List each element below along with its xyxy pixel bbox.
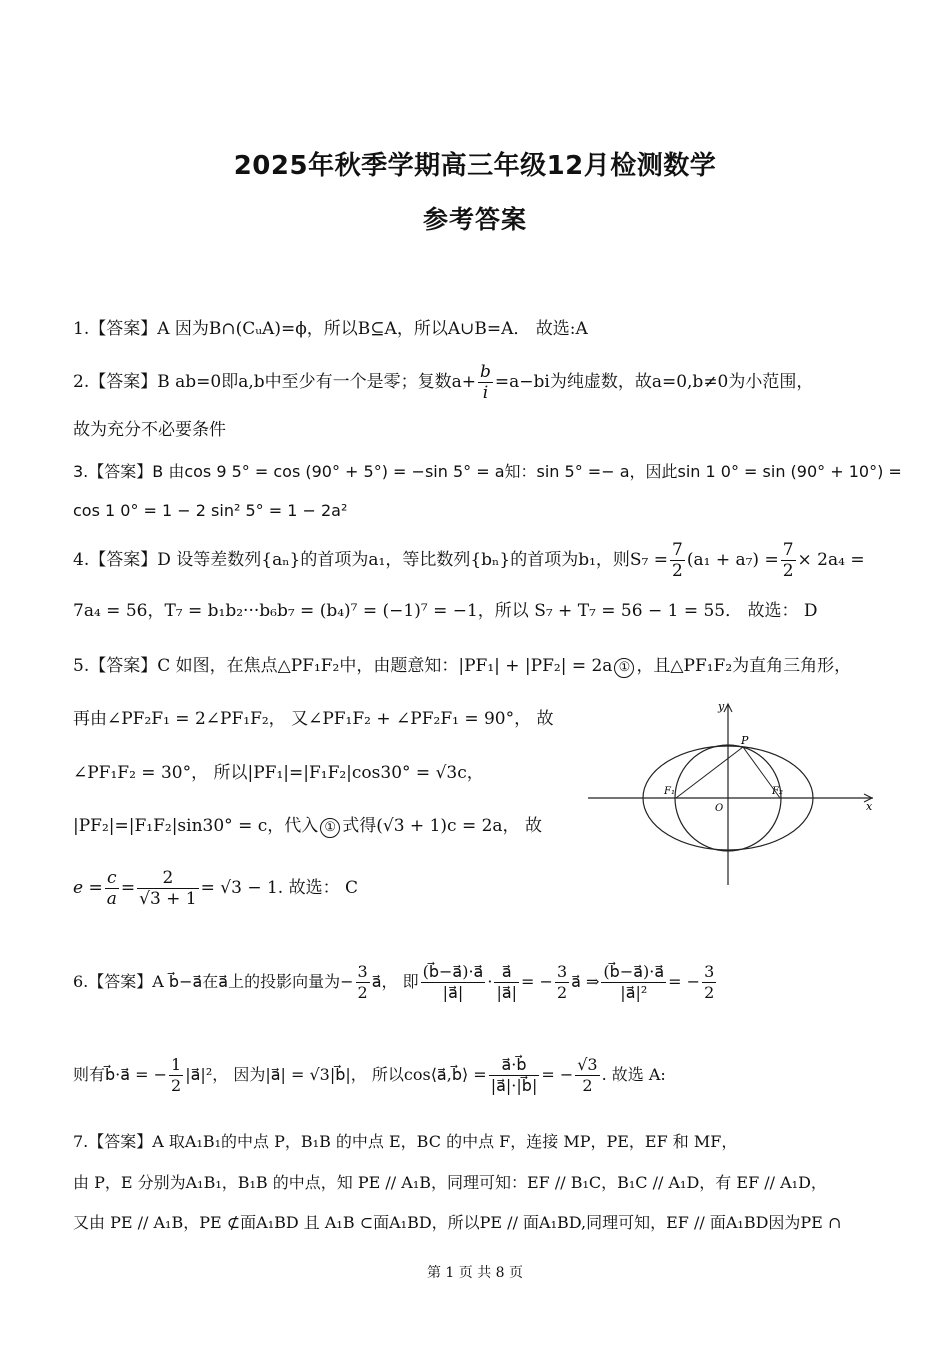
q5-text-c: = √3 − 1. 故选： C: [200, 878, 359, 898]
q5-line1: [73, 655, 851, 678]
q1-line1: 1.【答案】A 因为B∩(CᵤA)=ϕ，所以B⊆A，所以A∪B=A． 故选:A: [73, 319, 588, 339]
q5-e-label: e =: [73, 878, 103, 898]
q4-f1-den: 2: [672, 561, 683, 581]
q4-text-c: × 2a₄ =: [797, 550, 865, 570]
q2-fraction: [478, 362, 493, 403]
page-footer: 第 1 页 共 8 页: [426, 1265, 524, 1281]
q6-fraction-9: [575, 1055, 599, 1096]
q7-line2: 由 P，E 分别为A₁B₁，B₁B 的中点，知 PE // A₁B，同理可知：EF // B₁C，B₁C // A₁D，有 EF // A₁D，: [73, 1173, 827, 1192]
q6-f7-num: 1: [171, 1055, 182, 1074]
x-axis-label: x: [866, 800, 873, 813]
q6-f5-num: (b⃗−a⃗)·a⃗: [603, 962, 665, 981]
q4-line1: [73, 540, 865, 581]
q5-text-a: 5.【答案】C 如图，在焦点△PF₁F₂中，由题意知：|PF₁| + |PF₂| = 2a: [73, 656, 613, 676]
q6-f8-num: a⃗·b⃗: [489, 1055, 540, 1076]
q5-line4-b: 式得(√3 + 1)c = 2a， 故: [342, 816, 542, 836]
q5-f2-num: 2: [137, 868, 199, 889]
q6-f1-den: 2: [357, 983, 368, 1002]
q4-fraction-2: [781, 540, 796, 581]
q6-text-a: 6.【答案】A b⃗−a⃗在a⃗上的投影向量为−: [73, 972, 354, 991]
q6-text-g: 则有b⃗·a⃗ = −: [73, 1065, 168, 1084]
q6-line1: [73, 962, 718, 1003]
q2-frac-num: b: [480, 362, 491, 382]
q4-fraction-1: [670, 540, 685, 581]
q2-text-b: =a−bi为纯虚数，故a=0,b≠0为小范围，: [494, 372, 814, 392]
focus-f1-label: F₁: [664, 786, 675, 797]
q4-f2-den: 2: [782, 561, 794, 581]
q5-text-b: ，且△PF₁F₂为直角三角形，: [636, 656, 852, 676]
q6-f5-den: |a⃗|²: [620, 983, 648, 1002]
q6-text-e: a⃗ ⇒: [571, 972, 600, 991]
q6-fraction-2: [421, 962, 486, 1003]
q6-text-f: = −: [668, 972, 701, 991]
q7-line1: 7.【答案】A 取A₁B₁的中点 P，B₁B 的中点 E，BC 的中点 F，连接 MP，PE，EF 和 MF，: [73, 1132, 738, 1151]
q6-f3-num: a⃗: [494, 962, 519, 983]
q6-f9-den: 2: [582, 1076, 593, 1095]
q6-f6-den: 2: [704, 983, 715, 1002]
q6-line2: [73, 1055, 666, 1096]
q4-text-a: 4.【答案】D 设等差数列{aₙ}的首项为a₁，等比数列{bₙ}的首项为b₁，则S₇ =: [73, 550, 668, 570]
q6-fraction-3: [494, 962, 519, 1003]
q2-frac-den: i: [482, 383, 489, 403]
q6-text-j: . 故选 A:: [601, 1065, 666, 1084]
q6-fraction-5: [601, 962, 666, 1003]
q5-f2-den: √3 + 1: [139, 889, 197, 909]
ellipse-circle-figure: [588, 700, 878, 890]
q6-f4-den: 2: [556, 983, 568, 1002]
q6-fraction-6: [702, 962, 716, 1003]
q6-text-b: a⃗， 即: [371, 972, 419, 991]
q2-text-a: 2.【答案】B ab=0即a,b中至少有一个是零；复数a+: [73, 372, 476, 392]
q6-f3-den: |a⃗|: [496, 983, 518, 1002]
q5-f1-den: a: [106, 889, 117, 909]
origin-label: O: [715, 803, 724, 814]
q5-circle-marker-ref: ①: [320, 818, 340, 838]
q6-f7-den: 2: [171, 1076, 182, 1095]
q5-fraction-2: [137, 868, 199, 909]
document-subtitle: 参考答案: [422, 205, 527, 234]
q5-fraction-1: [105, 868, 119, 909]
q5-line4-a: |PF₂|=|F₁F₂|sin30° = c，代入: [73, 816, 319, 836]
document-title: 2025年秋季学期高三年级12月检测数学: [233, 151, 717, 181]
q4-f2-num: 7: [782, 540, 794, 560]
q5-line3: ∠PF₁F₂ = 30°， 所以|PF₁|=|F₁F₂|cos30° = √3c，: [73, 763, 484, 783]
q6-f2-num: (b⃗−a⃗)·a⃗: [422, 962, 484, 981]
q4-f1-num: 7: [672, 540, 683, 560]
q3-line2: cos 1 0° = 1 − 2 sin² 5° = 1 − 2a²: [73, 501, 348, 520]
y-axis-label: y: [718, 700, 725, 713]
segment-pf1: [676, 747, 743, 798]
q6-fraction-1: [356, 962, 370, 1003]
q6-f1-num: 3: [357, 962, 368, 981]
point-p-label: P: [741, 734, 749, 747]
q2-line1: [73, 362, 813, 403]
q4-line2: 7a₄ = 56，T₇ = b₁b₂···b₆b₇ = (b₄)⁷ = (−1)⁷ = −1，所以 S₇ + T₇ = 56 − 1 = 55． 故选： D: [73, 601, 818, 621]
q6-f8-den: |a⃗|·|b⃗|: [490, 1076, 538, 1095]
q6-fraction-4: [555, 962, 569, 1003]
q6-text-h: |a⃗|²， 因为|a⃗| = √3|b⃗|， 所以cos⟨a⃗,b⃗⟩ =: [185, 1065, 487, 1084]
q6-f9-num: √3: [577, 1055, 598, 1074]
q5-line4: [73, 815, 542, 838]
focus-f2-label: F₂: [772, 786, 783, 797]
q6-fraction-7: [169, 1055, 183, 1096]
q5-eq: =: [120, 878, 136, 898]
q6-f4-num: 3: [556, 962, 568, 981]
q5-f1-num: c: [105, 868, 119, 889]
q7-line3: 又由 PE // A₁B，PE ⊄面A₁BD 且 A₁B ⊂面A₁BD，所以PE // 面A₁BD,同理可知，EF // 面A₁BD因为PE ∩: [73, 1213, 842, 1232]
q3-line1: 3.【答案】B 由cos 9 5° = cos (90° + 5°) = −sin 5° = a知：sin 5° =− a，因此sin 1 0° = sin (90° + 10°) =: [73, 462, 902, 481]
q6-text-d: = −: [521, 972, 553, 991]
q6-text-i: = −: [541, 1065, 574, 1084]
q2-line2: 故为充分不必要条件: [73, 420, 226, 440]
q4-text-b: (a₁ + a₇) =: [686, 550, 779, 570]
q5-circle-marker: ①: [614, 658, 634, 678]
q6-f2-den: |a⃗|: [442, 983, 464, 1002]
q5-line2: 再由∠PF₂F₁ = 2∠PF₁F₂， 又∠PF₁F₂ + ∠PF₂F₁ = 90°， 故: [73, 709, 554, 729]
q6-f6-num: 3: [704, 962, 715, 981]
q5-line5: [73, 868, 358, 909]
q6-fraction-8: [489, 1055, 540, 1096]
q6-text-c: ·: [487, 972, 493, 991]
